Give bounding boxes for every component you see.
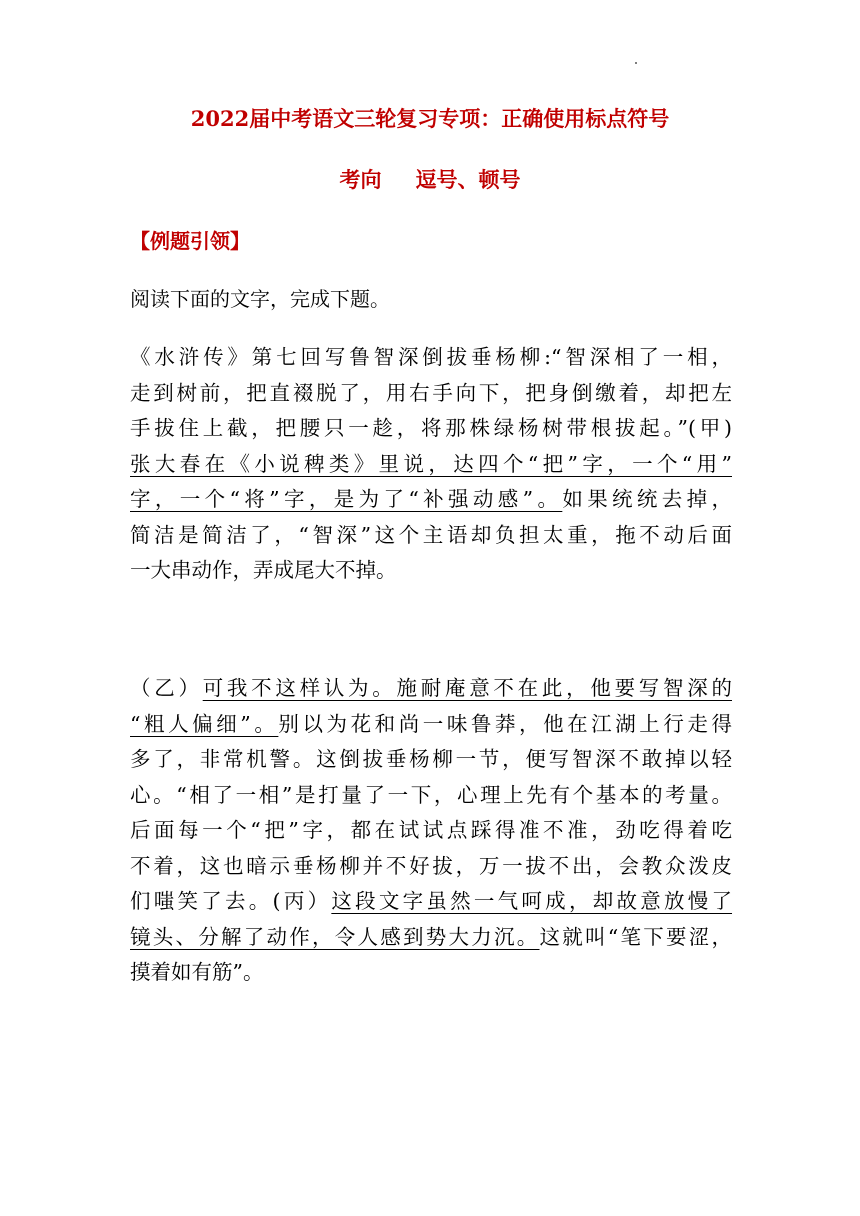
paragraph-text: 这就叫“笔下要涩， bbox=[539, 924, 733, 949]
paragraph-line bbox=[130, 884, 732, 920]
paragraph-line: 手拔住上截，把腰只一趁，将那株绿杨树带根拔起。”(甲) bbox=[130, 416, 732, 440]
underlined-sentence-c: 这段文字虽然一气呵成，却故意放慢了 bbox=[331, 889, 733, 913]
paragraph-2 bbox=[130, 671, 732, 991]
paragraph-text: 别以为花和尚一味鲁莽，他在江湖上行走得 bbox=[278, 711, 732, 736]
paragraph-line: 走到树前，把直裰脱了，用右手向下，把身倒缴着，却把左 bbox=[130, 380, 732, 405]
marker-yi: （乙） bbox=[130, 676, 203, 700]
paragraph-text: 如果统统去掉， bbox=[562, 487, 733, 511]
paragraph-line bbox=[130, 482, 732, 518]
underlined-sentence-a: 张大春在《小说稗类》里说，达四个“把”字，一个“用” bbox=[130, 451, 732, 476]
paragraph-line: 心。“相了一相”是打量了一下，心理上先有个基本的考量。 bbox=[130, 782, 732, 807]
marker-bing: 们嗤笑了去。(丙） bbox=[130, 889, 332, 913]
instruction-text: 阅读下面的文字，完成下题。 bbox=[130, 287, 390, 311]
paragraph-line: 简洁是简洁了，“智深”这个主语却负担太重，拖不动后面 bbox=[130, 522, 732, 547]
paragraph-line: 后面每一个“把”字，都在试试点踩得准不准，劲吃得着吃 bbox=[130, 818, 732, 842]
document-subtitle bbox=[0, 165, 860, 195]
section-heading: 【例题引领】 bbox=[130, 229, 250, 253]
page-mark bbox=[635, 62, 637, 64]
underlined-sentence-b-end: “粗人偏细”。 bbox=[130, 711, 279, 736]
paragraph-line: 一大串动作，弄成尾大不掉。 bbox=[130, 558, 397, 582]
paragraph-line: 不着，这也暗示垂杨柳并不好拔，万一拔不出，会教众泼皮 bbox=[130, 853, 732, 878]
underlined-sentence-a-end: 字，一个“将”字，是为了“补强动感”。 bbox=[130, 487, 563, 511]
paragraph-line: 多了，非常机警。这倒拔垂杨柳一节，便写智深不敢掉以轻 bbox=[130, 747, 732, 771]
document-title: 2022届中考语文三轮复习专项：正确使用标点符号 bbox=[190, 106, 670, 131]
underlined-sentence-c-end: 镜头、分解了动作，令人感到势大力沉。 bbox=[130, 924, 540, 949]
paragraph-line bbox=[130, 671, 732, 707]
underlined-sentence-b: 可我不这样认为。施耐庵意不在此，他要写智深的 bbox=[202, 676, 732, 700]
paragraph-line: 《水浒传》第七回写鲁智深倒拔垂杨柳:“智深相了一相， bbox=[130, 345, 732, 369]
paragraph-1 bbox=[130, 340, 732, 589]
subtitle-label: 考向 bbox=[339, 167, 382, 192]
paragraph-line bbox=[130, 920, 732, 956]
paragraph-line bbox=[130, 707, 732, 743]
subtitle-topic: 逗号、顿号 bbox=[415, 167, 521, 192]
paragraph-line: 摸着如有筋”。 bbox=[130, 960, 264, 984]
